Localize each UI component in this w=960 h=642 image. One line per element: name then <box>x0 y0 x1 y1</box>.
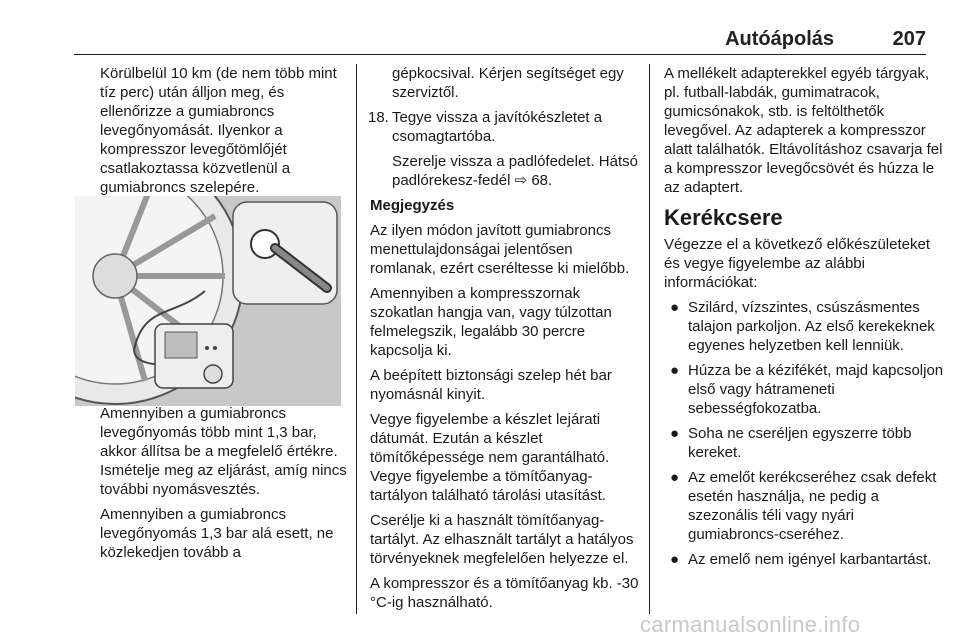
note-paragraph: Az ilyen módon javított gumiabroncs menettulajdonságai jelentősen romlanak, ezért cseréltesse ki mielőbb. <box>370 222 630 277</box>
note-paragraph: Cserélje ki a használt tömítőanyag-tartályt. Az elhasznált tartályt a hatályos törvényeknek megfelelően helyezze el. <box>370 512 634 567</box>
intro-paragraph: Végezze el a következő előkészületeket és vegye figyelembe az alábbi információkat: <box>664 236 930 291</box>
column-1 <box>100 64 350 203</box>
header-rule <box>74 54 926 55</box>
list-item <box>664 424 944 462</box>
paragraph: Amennyiben a gumiabroncs levegőnyomás több mint 1,3 bar, akkor állítsa be a megfelelő értékre. Ismételje meg az eljárást, amíg nincs további nyomásvesztés. <box>100 405 347 498</box>
section-title-header: Autóápolás <box>725 28 834 50</box>
page-number: 207 <box>892 28 926 50</box>
step-number: 18. <box>368 109 389 126</box>
list-item-text: Az emelő nem igényel karbantartást. <box>688 551 932 568</box>
page-reference[interactable]: 68. <box>531 172 553 189</box>
list-item-text: Az emelőt kerékcseréhez csak defekt esetén használja, ne pedig a szezonális téli vagy nyári gumiabroncs-cseréhez. <box>688 469 937 543</box>
section-heading: Kerékcsere <box>664 205 783 230</box>
list-item <box>664 361 944 418</box>
paragraph: Amennyiben a gumiabroncs levegőnyomás 1,3 bar alá esett, ne közlekedjen tovább a <box>100 506 334 561</box>
step-subtext-label: Szerelje vissza a padlófedelet. Hátsó padlórekesz-fedél <box>392 153 638 189</box>
page-header <box>74 28 926 54</box>
bullet-icon: ● <box>670 362 680 379</box>
note-heading: Megjegyzés <box>370 197 455 214</box>
note-paragraph: Amennyiben a kompresszornak szokatlan hangja van, vagy túlzottan felmelegszik, legalább 30 percre kapcsolja ki. <box>370 285 612 359</box>
column-3 <box>664 64 944 575</box>
step-subtext <box>370 152 640 190</box>
list-item <box>664 468 944 544</box>
tire-compressor-drawing <box>75 196 341 406</box>
list-item-text: Húzza be a kézifékét, majd kapcsoljon első vagy hátrameneti sebességfokozatba. <box>688 362 944 417</box>
bullet-icon: ● <box>670 551 680 568</box>
step-text: Tegye vissza a javítókészletet a csomagtartóba. <box>392 109 603 145</box>
bullet-icon: ● <box>670 469 680 486</box>
column-1-lower <box>100 404 350 568</box>
tire-compressor-illustration <box>75 196 341 406</box>
paragraph: A mellékelt adapterekkel egyéb tárgyak, pl. futball-labdák, gumimatracok, gumicsónakok, stb. is feltölthetők levegővel. Az adapterek a kompresszor alatt találhatók. Eltávolításhoz csavarja fel a kompresszor levegőcsövét és húzza le az adaptert. <box>664 65 943 196</box>
paragraph: gépkocsival. Kérjen segítséget egy szerviztől. <box>392 65 624 101</box>
arrow-right-icon: ⇨ <box>514 172 528 189</box>
list-item <box>664 298 944 355</box>
column-divider <box>649 64 650 614</box>
column-divider <box>356 64 357 614</box>
list-item <box>664 550 944 569</box>
watermark: carmanualsonline.info <box>640 612 861 637</box>
note-paragraph: A beépített biztonsági szelep hét bar nyomásnál kinyit. <box>370 367 612 403</box>
column-2 <box>370 64 640 618</box>
bullet-icon: ● <box>670 425 680 442</box>
list-item-text: Soha ne cseréljen egyszerre több kereket. <box>688 425 912 461</box>
bullet-icon: ● <box>670 299 680 316</box>
list-item-text: Szilárd, vízszintes, csúszásmentes talajon parkoljon. Az első kerekeknek egyenes helyzetben kell lenniük. <box>688 299 935 354</box>
note-paragraph: Vegye figyelembe a készlet lejárati dátumát. Ezután a készlet tömítőképessége nem garantálható. Vegye figyelembe a tömítőanyag-tartályon található tárolási utasítást. <box>370 411 610 504</box>
step-18 <box>370 108 640 146</box>
note-paragraph: A kompresszor és a tömítőanyag kb. -30 °C-ig használható. <box>370 575 639 611</box>
paragraph: Körülbelül 10 km (de nem több mint tíz perc) után álljon meg, és ellenőrizze a gumiabroncs levegőnyomását. Ilyenkor a kompresszor levegőtömlőjét csatlakoztassa közvetlenül a gumiabroncs szelepére. <box>100 65 337 196</box>
